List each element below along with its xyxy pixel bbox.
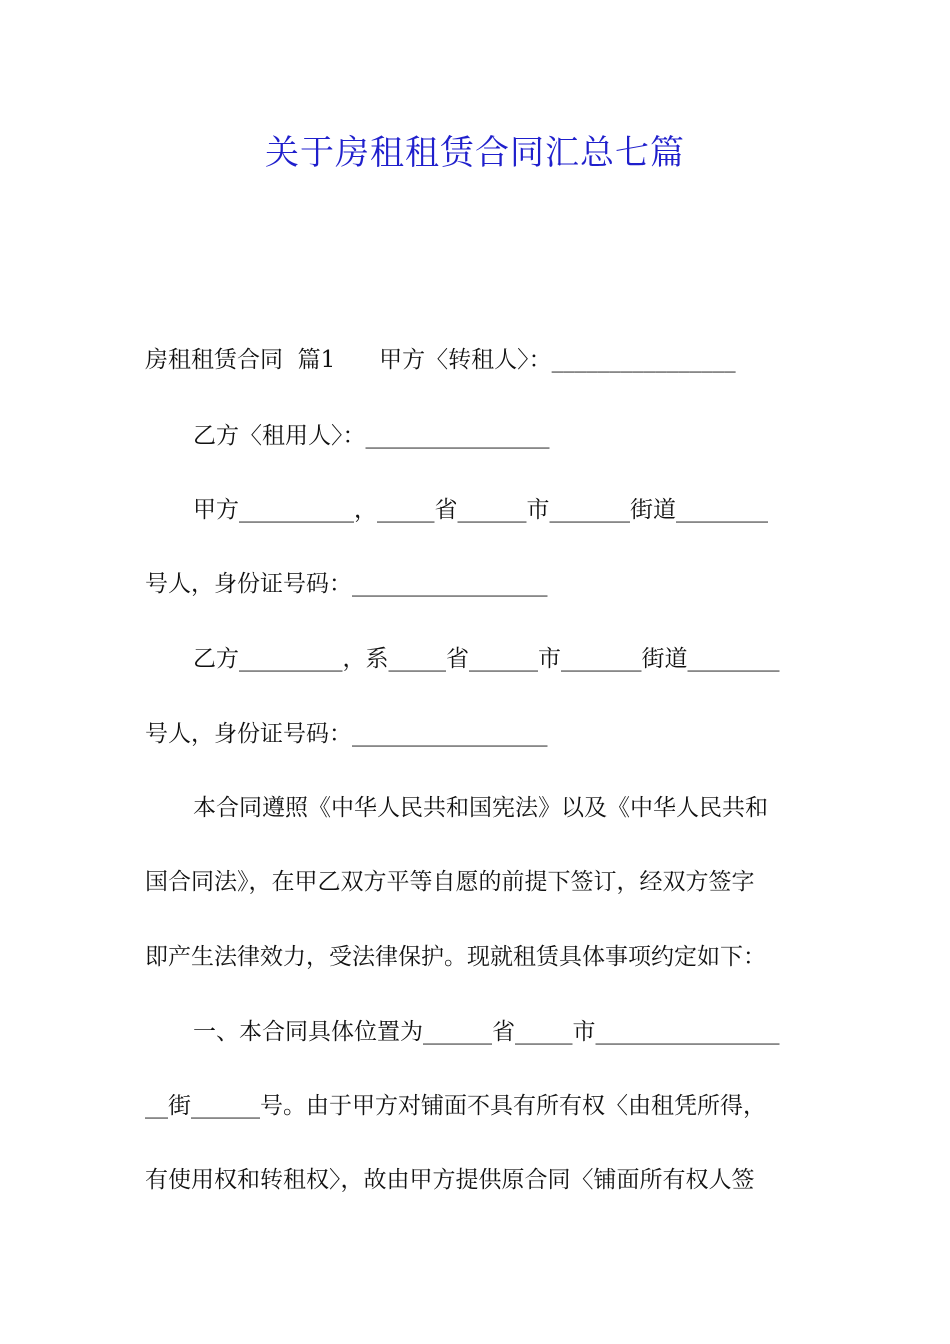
paragraph-line: 一、本合同具体位置为______省_____市________________ xyxy=(193,1019,780,1045)
paragraph-line: 号人，身份证号码：_________________ xyxy=(145,721,548,747)
paragraph-line: 房租租赁合同 篇1 甲方〈转租人〉：________________ xyxy=(145,347,736,373)
paragraph-line: __街______号。由于甲方对铺面不具有所有权〈由租凭所得， xyxy=(145,1093,766,1119)
paragraph-line: 甲方__________，_____省______市_______街道________ xyxy=(193,497,768,523)
paragraph-line: 本合同遵照《中华人民共和国宪法》以及《中华人民共和 xyxy=(193,795,768,821)
paragraph-line: 乙方〈租用人〉：________________ xyxy=(193,423,550,449)
paragraph-line: 乙方_________，系_____省______市_______街道________ xyxy=(193,646,780,672)
document-title: 关于房租租赁合同汇总七篇 xyxy=(265,133,685,173)
paragraph-line: 国合同法》，在甲乙双方平等自愿的前提下签订，经双方签字 xyxy=(145,869,755,895)
paragraph-line: 即产生法律效力，受法律保护。现就租赁具体事项约定如下： xyxy=(145,944,766,970)
paragraph-line: 有使用权和转租权〉，故由甲方提供原合同〈铺面所有权人签 xyxy=(145,1167,755,1193)
paragraph-line: 号人，身份证号码：_________________ xyxy=(145,571,548,597)
